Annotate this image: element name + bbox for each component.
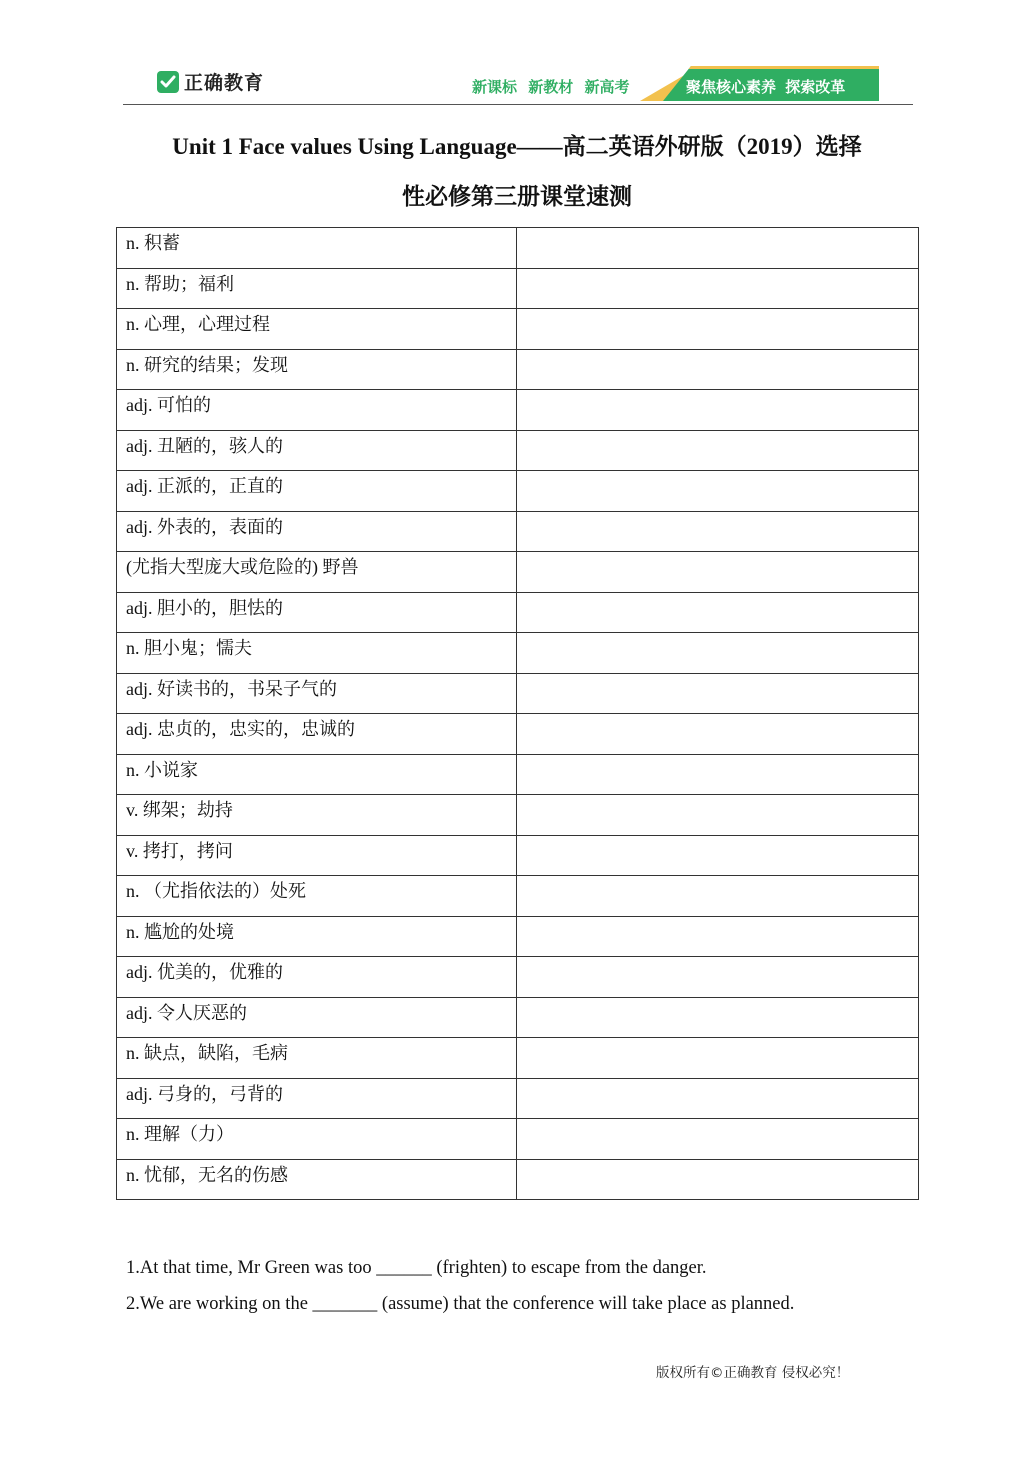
vocab-definition: n. 理解（力） <box>117 1119 517 1160</box>
table-row <box>117 876 919 917</box>
table-row <box>117 1119 919 1160</box>
vocab-definition: adj. 令人厌恶的 <box>117 997 517 1038</box>
vocab-definition: n. 小说家 <box>117 754 517 795</box>
table-row <box>117 673 919 714</box>
vocab-definition: adj. 优美的，优雅的 <box>117 957 517 998</box>
table-row <box>117 390 919 431</box>
checkmark-icon <box>157 71 179 93</box>
vocab-table <box>116 227 919 1200</box>
table-row <box>117 997 919 1038</box>
vocab-definition: v. 绑架；劫持 <box>117 795 517 836</box>
vocab-answer-cell[interactable] <box>517 228 919 269</box>
table-row <box>117 228 919 269</box>
vocab-definition: adj. 好读书的，书呆子气的 <box>117 673 517 714</box>
copyright-footer: 版权所有©正确教育 侵权必究！ <box>656 1365 850 1381</box>
vocab-definition: n. 帮助；福利 <box>117 268 517 309</box>
table-row <box>117 592 919 633</box>
table-row <box>117 552 919 593</box>
table-row <box>117 633 919 674</box>
page-title: Unit 1 Face values Using Language——高二英语外研版（2019）选择 <box>172 134 862 159</box>
page-header <box>123 62 913 105</box>
vocab-definition: n. 研究的结果；发现 <box>117 349 517 390</box>
vocab-definition: adj. 可怕的 <box>117 390 517 431</box>
table-row <box>117 835 919 876</box>
vocab-answer-cell[interactable] <box>517 957 919 998</box>
table-row <box>117 1038 919 1079</box>
table-row <box>117 754 919 795</box>
table-row <box>117 430 919 471</box>
exercise-1: 1.At that time, Mr Green was too ______ (frighten) to escape from the danger. <box>126 1258 707 1278</box>
table-row <box>117 1078 919 1119</box>
vocab-answer-cell[interactable] <box>517 592 919 633</box>
vocab-answer-cell[interactable] <box>517 633 919 674</box>
vocab-definition: n. 胆小鬼；懦夫 <box>117 633 517 674</box>
vocab-answer-cell[interactable] <box>517 673 919 714</box>
table-row <box>117 957 919 998</box>
vocab-definition: n. （尤指依法的）处死 <box>117 876 517 917</box>
vocab-answer-cell[interactable] <box>517 390 919 431</box>
vocab-answer-cell[interactable] <box>517 430 919 471</box>
vocab-definition: n. 心理，心理过程 <box>117 309 517 350</box>
vocab-definition: adj. 丑陋的，骇人的 <box>117 430 517 471</box>
vocab-definition: adj. 弓身的，弓背的 <box>117 1078 517 1119</box>
brand-logo <box>157 68 264 95</box>
table-row <box>117 309 919 350</box>
vocab-definition: n. 尴尬的处境 <box>117 916 517 957</box>
table-row <box>117 471 919 512</box>
vocab-answer-cell[interactable] <box>517 1038 919 1079</box>
vocab-answer-cell[interactable] <box>517 714 919 755</box>
vocab-definition: adj. 胆小的，胆怯的 <box>117 592 517 633</box>
vocab-definition: n. 积蓄 <box>117 228 517 269</box>
vocab-answer-cell[interactable] <box>517 1078 919 1119</box>
vocab-definition: n. 忧郁，无名的伤感 <box>117 1159 517 1200</box>
vocab-definition: n. 缺点，缺陷，毛病 <box>117 1038 517 1079</box>
table-row <box>117 795 919 836</box>
banner-text: 聚焦核心素养 探索改革 <box>686 78 846 96</box>
vocab-answer-cell[interactable] <box>517 309 919 350</box>
vocab-answer-cell[interactable] <box>517 552 919 593</box>
vocab-answer-cell[interactable] <box>517 268 919 309</box>
vocab-definition: adj. 外表的，表面的 <box>117 511 517 552</box>
vocab-answer-cell[interactable] <box>517 916 919 957</box>
vocab-answer-cell[interactable] <box>517 795 919 836</box>
vocab-answer-cell[interactable] <box>517 1119 919 1160</box>
vocab-definition: v. 拷打，拷问 <box>117 835 517 876</box>
vocab-answer-cell[interactable] <box>517 1159 919 1200</box>
vocab-answer-cell[interactable] <box>517 876 919 917</box>
table-row <box>117 349 919 390</box>
vocab-answer-cell[interactable] <box>517 835 919 876</box>
vocab-answer-cell[interactable] <box>517 997 919 1038</box>
page-title-line2: 性必修第三册课堂速测 <box>402 184 632 209</box>
table-row <box>117 268 919 309</box>
vocab-definition: adj. 忠贞的，忠实的，忠诚的 <box>117 714 517 755</box>
exercise-2: 2.We are working on the _______ (assume) that the conference will take place as planned. <box>126 1294 795 1314</box>
table-row <box>117 916 919 957</box>
header-slogan: 新课标 新教材 新高考 <box>472 78 630 96</box>
vocab-definition: (尤指大型庞大或危险的) 野兽 <box>117 552 517 593</box>
vocab-answer-cell[interactable] <box>517 511 919 552</box>
table-row <box>117 1159 919 1200</box>
vocab-answer-cell[interactable] <box>517 754 919 795</box>
vocab-answer-cell[interactable] <box>517 349 919 390</box>
vocab-definition: adj. 正派的，正直的 <box>117 471 517 512</box>
table-row <box>117 714 919 755</box>
table-row <box>117 511 919 552</box>
vocab-answer-cell[interactable] <box>517 471 919 512</box>
brand-name: 正确教育 <box>184 72 265 94</box>
